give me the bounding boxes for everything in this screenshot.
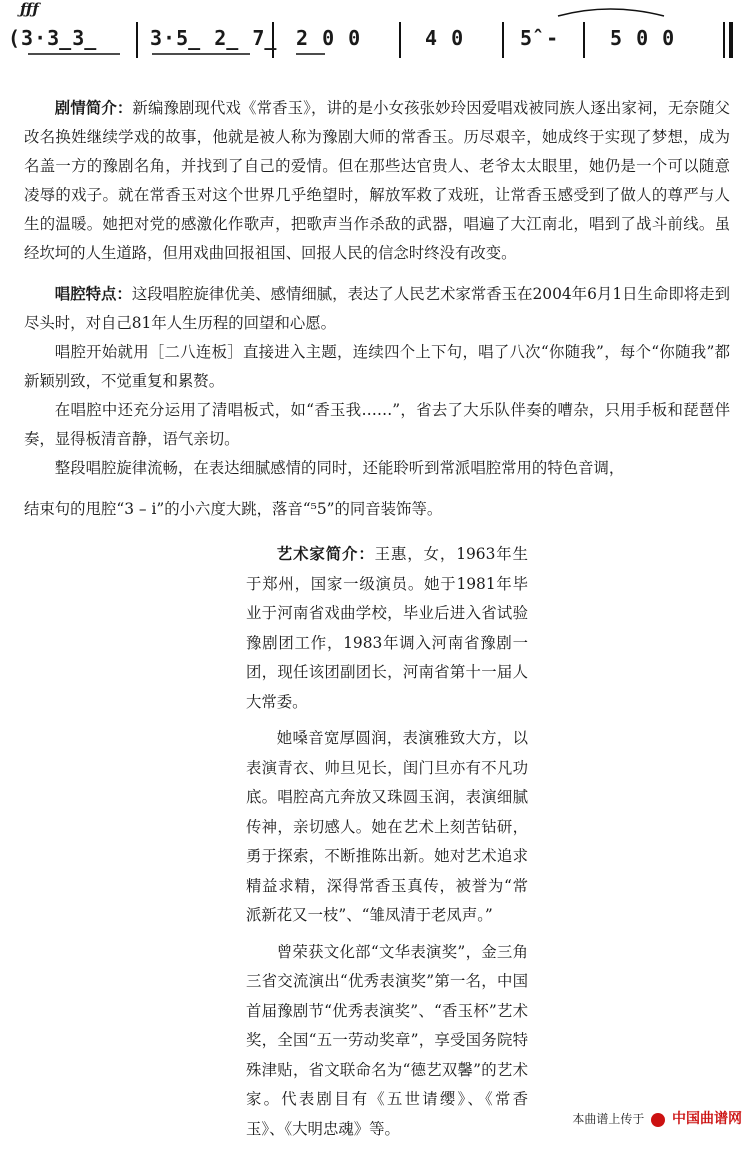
artist-intro [246,540,528,1151]
artist-paragraph-3: 曾荣获文化部“文华表演奖”，金三角三省交流演出“优秀表演奖”第一名，中国首届豫剧节“优秀表演奖”、“香玉杯”艺术奖，全国“五一劳动奖章”，享受国务院特殊津贴，省文联命名为“德艺双馨”的艺术家。代表剧目有《五世请缨》、《常香玉》、《大明忠魂》等。 [246,942,528,1138]
bar-1: (3·3̲3̲ [8,26,98,50]
footer-prefix: 本曲谱上传于 [572,1112,645,1126]
singing-label: 唱腔特点： [54,285,132,303]
singing-paragraph-3: 在唱腔中还充分运用了清唱板式，如“香玉我……”，省去了大乐队伴奏的嘈杂，只用手板和琵琶伴奏，显得板清音静，语气亲切。 [24,401,730,448]
artist-text: 王惠，女，1963年生于郑州，国家一级演员。她于1981年毕业于河南省戏曲学校，毕业后进入省试验豫剧团工作，1983年调入河南省豫剧一团，现任该团副团长，河南省第十一届人大常委。 [246,545,528,711]
bar-4: 4 0 [425,26,465,50]
dynamic-marking: ƒƒƒ [20,0,39,18]
plot-text: 新编豫剧现代戏《常香玉》，讲的是小女孩张妙玲因爱唱戏被同族人逐出家祠，无奈随父改名换姓继续学戏的故事，他就是被人称为豫剧大师的常香玉。历尽艰辛，她成终于实现了梦想，成为名盖一方的豫剧名角，并找到了自己的爱情。但在那些达官贵人、老爷太太眼里，她仍是一个可以随意凌辱的戏子。就在常香玉对这个世界几乎绝望时，解放军救了戏班，让常香玉感受到了做人的尊严与人生的温暖。她把对党的感激化作歌声，把歌声当作杀敌的武器，唱遍了大江南北，唱到了战斗前线。虽经坎坷的人生道路，但用戏曲回报祖国、回报人民的信念时终没有改变。 [24,99,730,262]
singing-features [24,280,730,524]
bar-2: 3·5̲ 2̲ 7̲ [150,26,278,50]
singing-text: 这段唱腔旋律优美、感情细腻，表达了人民艺术家常香玉在2004年6月1日生命即将走到尽头时，对自己81年人生历程的回望和心愿。 [24,285,730,332]
artist-label: 艺术家简介： [276,545,375,563]
artist-paragraph-2: 她嗓音宽厚圆润，表演雅致大方，以表演青衣、帅旦见长，闺门旦亦有不凡功底。唱腔高亢奔放又珠圆玉润，表演细腻传神，亲切感人。她在艺术上刻苦钻研，勇于探索，不断推陈出新。她对艺术追求精益求精，深得常香玉真传，被誉为“常派新花又一枝”、“雏凤清于老凤声。” [246,729,528,924]
singing-paragraph-2: 唱腔开始就用［二八连板］直接进入主题，连续四个上下句，唱了八次“你随我”，每个“你随我”都新颖别致，不觉重复和累赘。 [24,343,730,390]
bar-5: 5̂ - [520,26,560,50]
site-logo-icon [651,1113,665,1127]
bar-6: 5 0 0 [610,26,676,50]
site-footer [572,1108,742,1128]
bar-3: 2 0 0 [296,26,362,50]
music-score-line [0,0,750,62]
footer-brand-link[interactable]: 中国曲谱网 [672,1111,742,1127]
singing-paragraph-5: 结束句的甩腔“3 – i”的小六度大跳，落音“⁵5”的同音装饰等。 [24,500,443,518]
plot-summary [24,94,730,268]
singing-paragraph-4: 整段唱腔旋律流畅，在表达细腻感情的同时，还能聆听到常派唱腔常用的特色音调， [54,459,625,477]
plot-label: 剧情简介： [54,99,133,117]
